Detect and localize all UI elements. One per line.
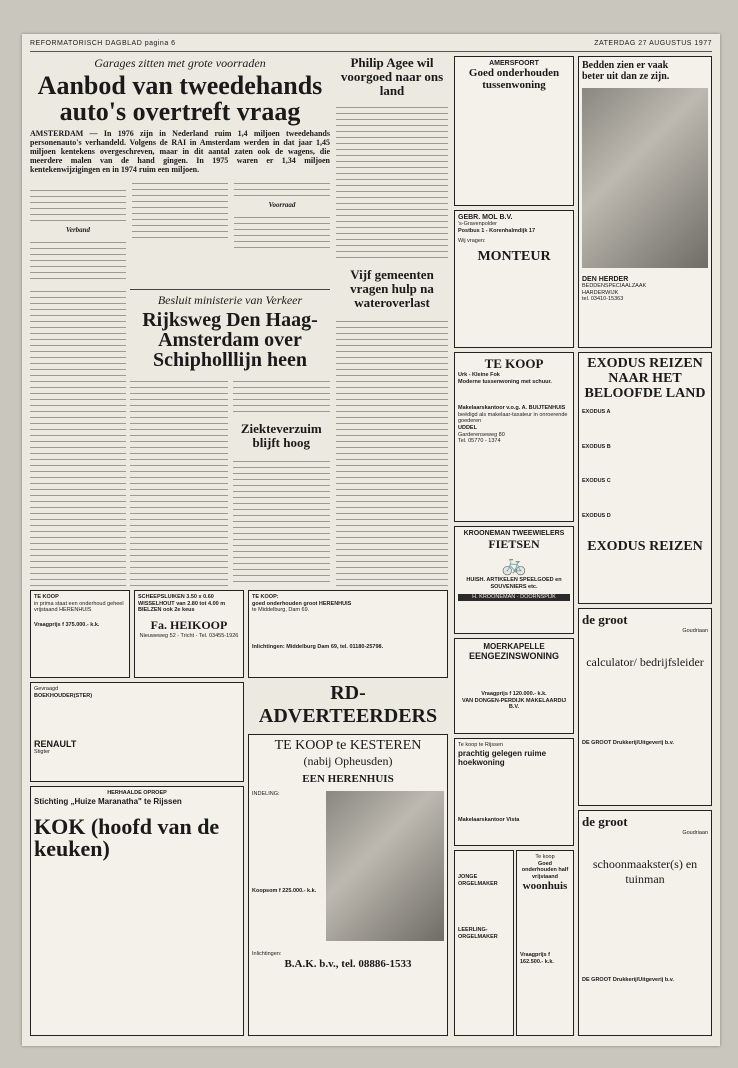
main-lead: AMSTERDAM — In 1976 zijn in Nederland ruim 1,4 miljoen tweedehands personenauto's verhandeld. Volgens de RAI in Amsterdam werden in dat jaar 1,45 miljoen kentekens overgeschreven, maar in dit aantal zaten ook de wagens, die meerdere malen van de hand gingen. In 1975 waren er 1,34 miljoen kentekenwijzigingen en in 1974 ruim een miljoen. (30, 129, 330, 174)
text-block (234, 178, 330, 198)
bicycle-icon: 🚲 (501, 554, 527, 576)
ad-orgelmaker: JONGE ORGELMAKER LEERLING-ORGELMAKER (454, 850, 514, 1036)
verkeer-headline: Rijksweg Den Haag-Amsterdam over Schipholllijn heen (142, 309, 318, 371)
verkeer-article (130, 286, 330, 586)
text-block (336, 102, 448, 262)
ad-middelburg: TE KOOP: goed onderhouden groot HERENHUIS te Middelburg, Dam 69. Inlichtingen: Middelburg Dam 69, tel. 01180-25798. (248, 590, 448, 678)
ad-woonhuis: Te koop Goed onderhouden half vrijstaand woonhuis Vraagprijs f 162.500.- k.k. (516, 850, 574, 1036)
rd-adverteerders: RD-ADVERTEERDERS (258, 682, 438, 727)
house-photo (326, 791, 444, 941)
text-block (336, 316, 448, 586)
text-block (30, 237, 126, 281)
ad-den-herder: Bedden zien er vaak beter uit dan ze zijn. DEN HERDER BEDDENSPECIAALZAAK HARDERWIJK tel. 03410-15363 (578, 56, 712, 348)
header-right: ZATERDAG 27 AUGUSTUS 1977 (594, 40, 712, 47)
ziekte-subhead: Ziekteverzuim blijft hoog (240, 421, 322, 450)
text-block (233, 376, 331, 416)
page-header (30, 40, 712, 52)
ad-renault: Gevraagd BOEKHOUDER(STER) RENAULT Stigter (30, 682, 244, 782)
water-headline: Vijf gemeenten vragen hulp na wateroverlast (350, 267, 434, 310)
agee-article (336, 56, 448, 586)
sub-verband: Verband (65, 225, 91, 234)
ad-exodus: EXODUS REIZEN NAAR HET BELOOFDE LAND EXODUS A EXODUS B EXODUS C EXODUS D EXODUS REIZEN (578, 352, 712, 604)
sub-voorraad: Voorraad (268, 201, 296, 209)
ad-rijssen: Te koop te Rijssen prachtig gelegen ruime hoekwoning Makelaarskantoor Vista (454, 738, 574, 846)
text-block (30, 185, 126, 223)
ad-moerkapelle: MOERKAPELLE EENGEZINSWONING Vraagprijs f 120.000.- k.k. VAN DONGEN-PERDIJK MAKELAARDIJ B.V. (454, 638, 574, 734)
main-body-1 (30, 178, 126, 185)
header-left: REFORMATORISCH DAGBLAD pagina 6 (30, 40, 176, 47)
main-headline: Aanbod van tweedehands auto's overtreft vraag (37, 71, 323, 126)
verkeer-kicker: Besluit ministerie van Verkeer (157, 293, 303, 307)
ad-de-groot-schoonmaak: de groot Goudriaan schoonmaakster(s) en tuinman DE GROOT Drukkerij/Uitgeverij b.v. (578, 810, 712, 1036)
ad-kesteren: TE KOOP te KESTEREN (nabij Opheusden) EEN HERENHUIS INDELING: Koopsom f 225.000.- k.k. Inlichtingen: B.A.K. b.v., tel. 08886-1533 (248, 734, 448, 1036)
ad-te-koop-herenhuis: TE KOOP in prima staat een onderhoud geheel vrijstaand HERENHUIS Vraagprijs f 375.000.- k.k. (30, 590, 130, 678)
text-block (30, 286, 126, 586)
newspaper-page (22, 34, 720, 1046)
ad-te-koop-urk: TE KOOP Urk - Kleine Fok Moderne tussenwoning met schuur. Makelaarskantoor v.o.g. A. BUIJTENHUIS beëdigd als makelaar-taxateur in onroerende goederen UDDEL Garderenseweg 80 Tel. 05770 - 1374 (454, 352, 574, 522)
ad-amersfoort: AMERSFOORT Goed onderhouden tussenwoning (454, 56, 574, 206)
ad-de-groot-calculator: de groot Goudriaan calculator/ bedrijfsleider DE GROOT Drukkerij/Uitgeverij b.v. (578, 608, 712, 806)
ad-krooneman: KROONEMAN TWEEWIELERS FIETSEN 🚲 HUISH. ARTIKELEN SPEELGOED en SOUVENIERS etc. H. KROONEMAN - DOORNSPIJK (454, 526, 574, 634)
main-article (30, 56, 330, 281)
bed-photo (582, 88, 708, 268)
text-block (130, 376, 228, 586)
ad-heikoop: SCHEEPSLUIKEN 3.50 x 0.60 WISSELHOUT van 2.80 tot 4.00 m BIELZEN ook 2e keus Fa. HEIKOOP Nieuweweg 52 - Tricht - Tel. 03455-1926 (134, 590, 244, 678)
ad-gebr-mol: GEBR. MOL B.V. 's-Gravenpolder Postbus 1 - Korenhalmdijk 17 Wij vragen: MONTEUR (454, 210, 574, 348)
text-block (233, 456, 331, 586)
main-kicker: Garages zitten met grote voorraden (94, 56, 266, 70)
agee-headline: Philip Agee wil voorgoed naar ons land (340, 56, 444, 98)
text-block (132, 178, 228, 238)
text-block (234, 212, 330, 250)
ad-kok: HERHAALDE OPROEP Stichting „Huize Maranatha" te Rijssen KOK (hoofd van de keuken) (30, 786, 244, 1036)
